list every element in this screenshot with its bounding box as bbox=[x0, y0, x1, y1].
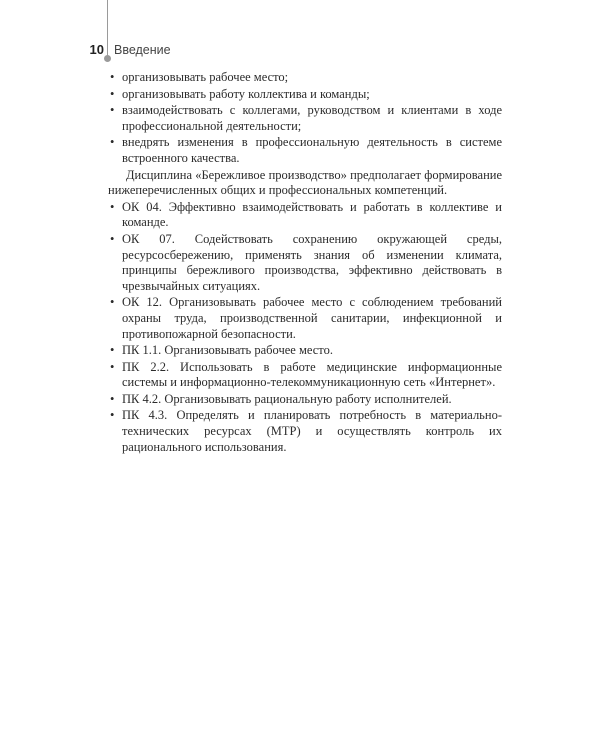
list-item bbox=[108, 135, 502, 166]
page-number: 10 bbox=[89, 42, 104, 57]
header-rule bbox=[107, 0, 108, 57]
list-item-text: внедрять изменения в профессиональную деятельность в системе встроенного качества. bbox=[122, 135, 502, 165]
list-item bbox=[108, 392, 502, 408]
intro-paragraph: Дисциплина «Бережливое производство» предполагает формирование нижеперечисленных общих и профессиональных компетенций. bbox=[108, 167, 502, 198]
list-item-text: организовывать работу коллектива и команды; bbox=[122, 86, 370, 101]
bullet-icon: • bbox=[110, 70, 115, 84]
bullet-icon: • bbox=[110, 408, 115, 423]
bullet-icon: • bbox=[110, 391, 115, 406]
bullet-icon: • bbox=[110, 295, 115, 310]
competencies-list bbox=[108, 200, 502, 456]
list-item-text: взаимодействовать с коллегами, руководством и клиентами в ходе профессиональной деятельности; bbox=[122, 103, 502, 133]
header-rule-dot bbox=[104, 55, 111, 62]
bullet-icon: • bbox=[110, 199, 115, 214]
bullet-icon: • bbox=[110, 86, 115, 101]
list-item bbox=[108, 295, 502, 342]
list-item-text: ОК 04. Эффективно взаимодействовать и работать в коллективе и команде. bbox=[122, 199, 502, 230]
list-item bbox=[108, 103, 502, 134]
skills-list bbox=[108, 70, 502, 167]
list-item-text: ПК 4.2. Организовывать рациональную работу исполнителей. bbox=[122, 391, 452, 406]
list-item bbox=[108, 232, 502, 294]
list-item bbox=[108, 408, 502, 455]
list-item bbox=[108, 70, 502, 86]
list-item-text: ОК 12. Организовывать рабочее место с соблюдением требований охраны труда, производственной санитарии, инфекционной и противопожарной безопасности. bbox=[122, 295, 502, 341]
list-item bbox=[108, 200, 502, 231]
list-item bbox=[108, 360, 502, 391]
page-body bbox=[108, 70, 502, 456]
bullet-icon: • bbox=[110, 135, 115, 150]
bullet-icon: • bbox=[110, 343, 115, 358]
bullet-icon: • bbox=[110, 103, 115, 118]
list-item-text: организовывать рабочее место; bbox=[122, 70, 289, 84]
list-item bbox=[108, 343, 502, 359]
list-item-text: ПК 4.3. Определять и планировать потребность в материально-технических ресурсах (МТР) и осуществлять контроль их рационального использования. bbox=[122, 408, 502, 454]
bullet-icon: • bbox=[110, 231, 115, 246]
list-item-text: ПК 2.2. Использовать в работе медицинские информационные системы и информационно-телекоммуникационную сеть «Интернет». bbox=[122, 359, 502, 390]
list-item-text: ПК 1.1. Организовывать рабочее место. bbox=[122, 343, 333, 358]
list-item bbox=[108, 87, 502, 103]
list-item-text: ОК 07. Содействовать сохранению окружающей среды, ресурсосбережению, применять знания об изменении климата, принципы бережливого производства, эффективно действовать в чрезвычайных ситуациях. bbox=[122, 231, 502, 293]
bullet-icon: • bbox=[110, 359, 115, 374]
section-title: Введение bbox=[114, 43, 171, 57]
